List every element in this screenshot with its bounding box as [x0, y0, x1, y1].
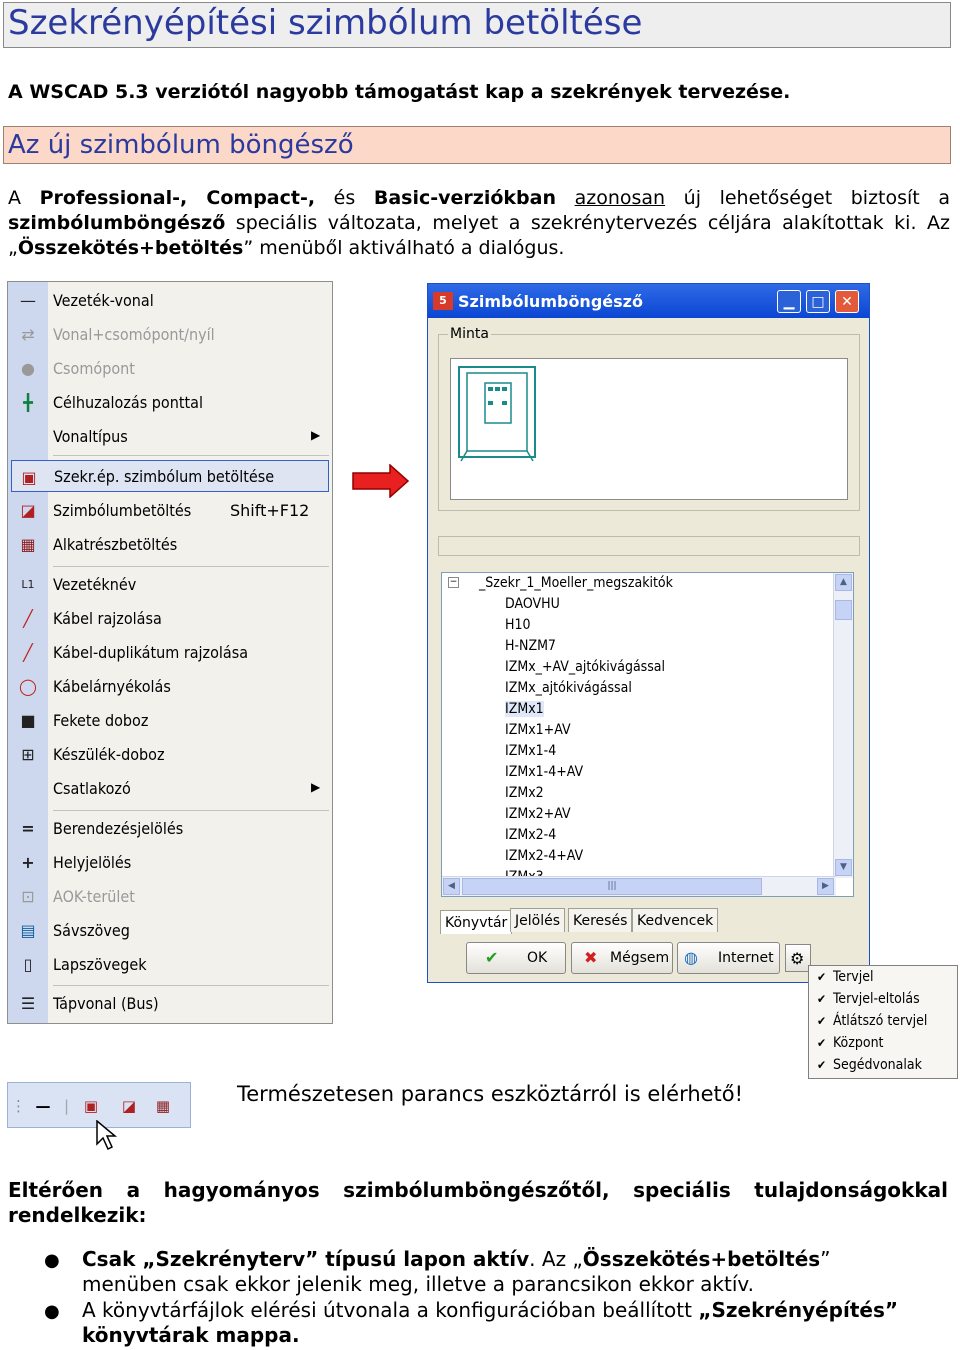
option-center[interactable]: ✔ Központ [817, 1035, 884, 1051]
check-icon: ✔ [817, 970, 827, 984]
menu-item-line-type[interactable]: Vonaltípus ▶ [53, 427, 321, 446]
menu-item-cable-draw[interactable]: ╱ Kábel rajzolása [8, 602, 332, 636]
hscroll-thumb[interactable]: ||| [462, 878, 762, 895]
right-arrow-icon [352, 464, 410, 498]
toolbar-separator: | [64, 1097, 70, 1115]
band-text-icon: ▤ [20, 921, 36, 940]
section-subtitle: Az új szimbólum böngésző [8, 130, 354, 160]
symbol-browser-dialog [427, 283, 870, 983]
close-icon: ✕ [841, 294, 853, 310]
cabinet-symbol-tool-icon[interactable]: ▣ [83, 1097, 99, 1115]
symbol-tree[interactable] [441, 572, 854, 897]
bus-line-icon: ☰ [20, 994, 36, 1013]
intro-paragraph: A Professional-, Compact-, és Basic-verziókban azonosan új lehetőséget biztosít a szimbólumböngésző speciális változata, melyet a szekrénytervezés céljára alakítottak ki. Az „Összekötés+betöltés” menüből aktiválható a dialógus. [8, 187, 950, 259]
symbol-load-tool-icon[interactable]: ◪ [121, 1097, 137, 1115]
menu-separator [53, 985, 329, 986]
app-logo-icon: 5 [433, 292, 453, 310]
toolbar-grip-icon: ⋮ [11, 1097, 26, 1115]
menu-item-connector[interactable]: Csatlakozó ▶ [53, 779, 321, 798]
bullet-icon: ● [44, 1250, 60, 1271]
menu-item-page-texts[interactable]: ▯ Lapszövegek [8, 948, 332, 982]
menu-item-bus-line[interactable]: ☰ Tápvonal (Bus) [8, 987, 332, 1021]
part-load-icon: ▦ [20, 535, 36, 554]
black-box-icon: ■ [20, 711, 36, 730]
cancel-x-icon: ✖ [584, 948, 598, 967]
tab-search[interactable]: Keresés [568, 908, 632, 932]
option-guide-lines[interactable]: ✔ Segédvonalak [817, 1057, 922, 1073]
submenu-arrow-icon: ▶ [311, 428, 321, 442]
line-tool-icon[interactable]: — [35, 1097, 51, 1115]
menu-item-device-box[interactable]: ⊞ Készülék-doboz [8, 738, 332, 772]
symbol-preview [450, 358, 848, 500]
option-transparent-symbol[interactable]: ✔ Átlátszó tervjel [817, 1013, 928, 1029]
horizontal-scrollbar[interactable] [442, 876, 836, 896]
close-button[interactable] [835, 290, 859, 313]
page-title: Szekrényépítési szimbólum betöltése [8, 3, 643, 43]
menu-item-line-node-arrow[interactable]: ⇄ Vonal+csomópont/nyíl [8, 318, 332, 352]
page-text-icon: ▯ [23, 955, 33, 974]
menu-item-symbol-load[interactable]: ◪ Szimbólumbetöltés Shift+F12 [8, 494, 332, 528]
bullet-2-line1: A könyvtárfájlok elérési útvonala a konfigurációban beállított „Szekrényépítés” [82, 1298, 899, 1322]
menu-separator [53, 810, 329, 811]
menu-item-wire-line[interactable]: — Vezeték-vonal [8, 284, 332, 318]
scroll-right-icon[interactable]: ▶ [817, 878, 834, 895]
line-node-arrow-icon: ⇄ [21, 325, 35, 344]
target-wiring-icon: ╋ [23, 393, 33, 412]
scroll-down-icon[interactable]: ▼ [835, 859, 852, 876]
wire-name-icon: L1 [21, 578, 35, 591]
bullet-1-line2: menüben csak ekkor jelenik meg, illetve a parancsikon ekkor aktív. [82, 1272, 755, 1296]
menu-separator [53, 566, 329, 567]
bullet-icon: ● [44, 1301, 60, 1322]
node-icon: ● [21, 359, 35, 378]
dialog-titlebar[interactable] [428, 284, 869, 318]
option-symbol[interactable]: ✔ Tervjel [817, 969, 874, 985]
bullet-2-line2: könyvtárak mappa. [82, 1323, 300, 1347]
device-box-icon: ⊞ [21, 745, 35, 764]
preview-group-label: Minta [450, 326, 489, 342]
submenu-arrow-icon: ▶ [311, 780, 321, 794]
part-load-tool-icon[interactable]: ▦ [155, 1097, 171, 1115]
tab-favorites[interactable]: Kedvencek [632, 908, 718, 932]
features-heading-line1: Eltérően a hagyományos szimbólumböngészőtől, speciális tulajdonságokkal [8, 1178, 948, 1202]
globe-icon: ◍ [684, 948, 698, 967]
dialog-title: Szimbólumböngésző [458, 292, 643, 311]
tree-node[interactable]: IZMx2-4+AV [505, 848, 584, 864]
option-symbol-offset[interactable]: ✔ Tervjel-eltolás [817, 991, 920, 1007]
menu-item-equipment-marking[interactable]: = Berendezésjelölés [8, 812, 332, 846]
cabinet-preview-icon [457, 365, 557, 465]
tree-node[interactable]: IZMx1-4 [505, 743, 557, 759]
toolbar-note: Természetesen parancs eszköztárról is elérhető! [237, 1082, 744, 1106]
equals-icon: = [21, 819, 35, 838]
minimize-button[interactable] [777, 290, 801, 313]
menu-separator [53, 455, 329, 456]
info-bar [438, 536, 860, 556]
menu-item-cabinet-symbol-load[interactable]: ▣ Szekr.ép. szimbólum betöltése [11, 460, 329, 492]
mouse-cursor-icon [96, 1120, 118, 1159]
features-heading-line2: rendelkezik: [8, 1203, 147, 1227]
tree-node[interactable]: IZMx2+AV [505, 806, 571, 822]
maximize-icon: □ [811, 294, 825, 310]
menu-item-cable-shield[interactable]: ◯ Kábelárnyékolás [8, 670, 332, 704]
minimize-icon: ▁ [783, 294, 795, 310]
menu-item-part-load[interactable]: ▦ Alkatrészbetöltés [8, 528, 332, 562]
internet-button[interactable]: ◍ Internet [677, 942, 780, 974]
scroll-up-icon[interactable]: ▲ [835, 574, 852, 591]
cable-duplicate-icon: ╱ [23, 643, 33, 662]
tree-node[interactable]: H-NZM7 [505, 638, 556, 654]
line-icon: — [20, 291, 36, 310]
menu-item-aok-area[interactable]: ⊡ AOK-terület [8, 880, 332, 914]
tree-node[interactable]: IZMx1-4+AV [505, 764, 584, 780]
check-icon: ✔ [817, 1014, 827, 1028]
check-icon: ✔ [817, 992, 827, 1006]
tree-node[interactable]: IZMx2-4 [505, 827, 557, 843]
tree-node[interactable]: H10 [505, 617, 531, 633]
menu-item-wire-name[interactable]: L1 Vezetéknév [8, 568, 332, 602]
ok-button[interactable]: ✔ OK [466, 942, 566, 974]
tree-node[interactable]: IZMx_+AV_ajtókivágással [505, 659, 666, 675]
plus-icon: + [21, 853, 35, 872]
tree-node[interactable]: IZMx2 [505, 785, 544, 801]
maximize-button[interactable] [806, 290, 830, 313]
tree-node[interactable]: IZMx1+AV [505, 722, 571, 738]
intro-text: A WSCAD 5.3 verziótól nagyobb támogatást kap a szekrények tervezése. [8, 81, 791, 103]
tree-root-node[interactable]: _Szekr_1_Moeller_megszakitók [479, 575, 673, 591]
tab-marking[interactable]: Jelölés [510, 908, 565, 932]
view-options-popup [808, 965, 958, 1079]
symbol-load-icon: ◪ [20, 501, 36, 520]
cable-draw-icon: ╱ [23, 609, 33, 628]
menu-item-band-text[interactable]: ▤ Sávszöveg [8, 914, 332, 948]
scroll-thumb[interactable] [835, 600, 852, 620]
tree-node[interactable]: IZMx_ajtókivágással [505, 680, 632, 696]
vertical-scrollbar[interactable] [833, 573, 853, 878]
check-icon: ✔ [817, 1058, 827, 1072]
tab-library[interactable]: Könyvtár [440, 910, 512, 934]
menu-item-target-wiring[interactable]: ╋ Célhuzalozás ponttal [8, 386, 332, 420]
menu-item-node[interactable]: ● Csomópont [8, 352, 332, 386]
aok-area-icon: ⊡ [21, 887, 35, 906]
tree-node-selected[interactable]: IZMx1 [505, 701, 544, 717]
menu-item-location-marking[interactable]: + Helyjelölés [8, 846, 332, 880]
bullet-1-line1: Csak „Szekrényterv” típusú lapon aktív. Az „Összekötés+betöltés” [82, 1247, 831, 1271]
cabinet-symbol-icon: ▣ [21, 468, 37, 487]
connect-load-menu [7, 281, 333, 1024]
tree-collapse-icon[interactable]: − [449, 577, 458, 587]
menu-item-cable-duplicate[interactable]: ╱ Kábel-duplikátum rajzolása [8, 636, 332, 670]
scroll-left-icon[interactable]: ◀ [443, 878, 460, 895]
menu-item-black-box[interactable]: ■ Fekete doboz [8, 704, 332, 738]
check-icon: ✔ [485, 948, 499, 967]
check-icon: ✔ [817, 1036, 827, 1050]
cable-shield-icon: ◯ [19, 677, 37, 696]
options-icon: ⚙ [790, 949, 805, 968]
cancel-button[interactable]: ✖ Mégsem [571, 942, 673, 974]
tree-node[interactable]: DAOVHU [505, 596, 560, 612]
